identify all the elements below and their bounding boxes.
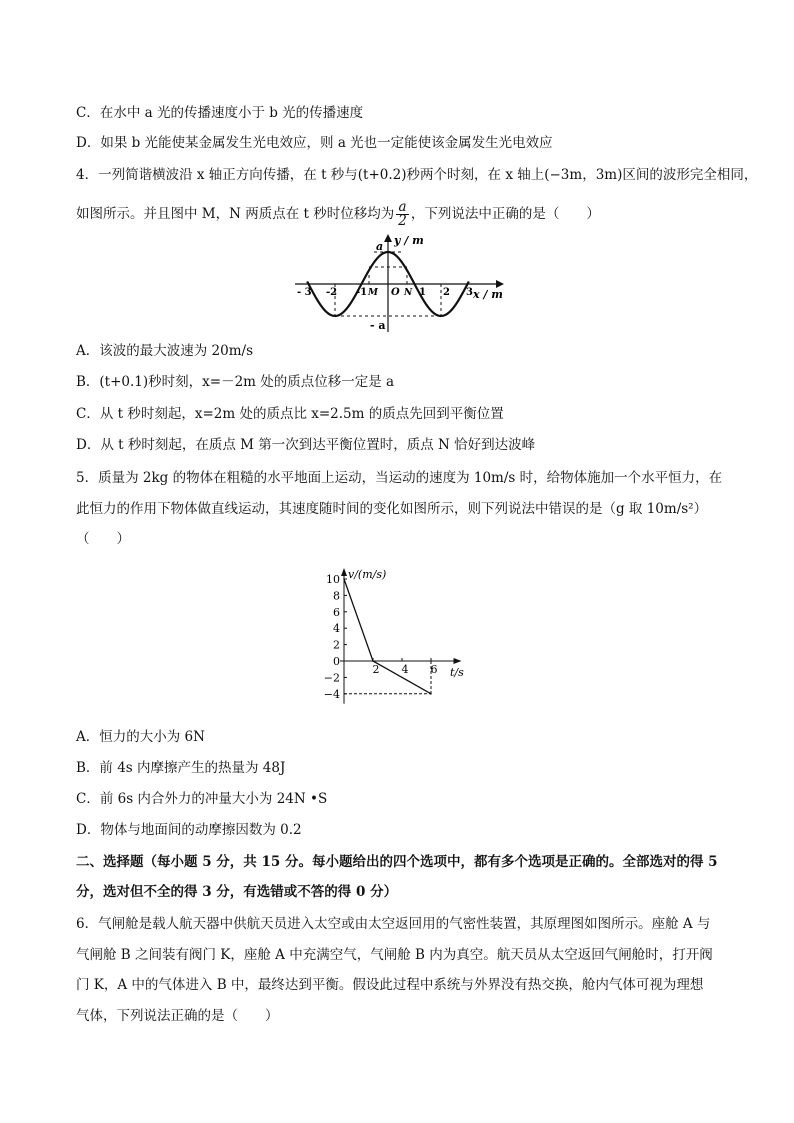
y-tick-label: 8 <box>333 589 340 603</box>
tick-M: M <box>368 288 378 298</box>
y-tick-label: 2 <box>333 638 340 652</box>
y-axis-arrow <box>341 568 347 576</box>
chart-ylabel: v/(m/s) <box>348 568 387 581</box>
x-axis-label: x / m <box>473 288 503 301</box>
q5-option-d: D．物体与地面间的动摩擦因数为 0.2 <box>76 822 302 838</box>
tick-neg2: -2 <box>326 287 338 298</box>
q6-stem-line4: 气体，下列说法正确的是（ ） <box>76 1008 279 1024</box>
fraction-denominator: 2 <box>398 213 407 229</box>
q3-option-d: D．如果 b 光能使某金属发生光电效应，则 a 光也一定能使该金属发生光电效应 <box>76 135 553 151</box>
y-tick-label: 0 <box>333 655 340 668</box>
fraction-numerator: a <box>396 201 409 215</box>
y-axis-label: y / m <box>394 234 424 247</box>
section2-heading-line2: 分，选对但不全的得 3 分，有选错或不答的得 0 分） <box>76 884 398 900</box>
velocity-time-chart <box>320 564 470 704</box>
x-tick-label: 6 <box>430 663 438 676</box>
q6-stem-line1: 6．气闸舱是载人航天器中供航天员进入太空或由太空返回用的气密性装置，其原理图如图所示。座舱 A 与 <box>76 916 711 932</box>
q4-option-a: A．该波的最大波速为 20m/s <box>76 343 253 359</box>
y-tick-label: 10 <box>326 573 340 586</box>
amplitude-bottom-label: - a <box>370 319 386 332</box>
q5-option-c: C．前 6s 内合外力的冲量大小为 24N •S <box>76 791 328 807</box>
tick-O: O <box>391 287 400 298</box>
x-axis-arrow <box>454 658 462 664</box>
y-tick-label: 4 <box>333 622 340 636</box>
y-tick-label: 6 <box>333 605 340 619</box>
a-over-2-fraction <box>396 201 409 228</box>
amplitude-top-label: a <box>376 240 384 253</box>
q3-option-c: C．在水中 a 光的传播速度小于 b 光的传播速度 <box>76 105 364 121</box>
q5-stem-line3: （ ） <box>76 531 130 547</box>
chart-xlabel: t/s <box>450 666 464 679</box>
q4-option-c: C．从 t 秒时刻起，x=2m 处的质点比 x=2.5m 的质点先回到平衡位置 <box>76 406 504 422</box>
data-point <box>430 693 432 695</box>
velocity-line <box>344 579 431 694</box>
q4-stem-text-a: 如图所示。并且图中 M，N 两质点在 t 秒时位移均为 <box>76 206 395 222</box>
data-point <box>343 578 345 580</box>
q4-option-b: B．(t+0.1)秒时刻，x=－2m 处的质点位移一定是 a <box>76 374 395 390</box>
wave-figure <box>290 232 520 337</box>
tick-N: N <box>404 288 413 298</box>
q5-option-a: A．恒力的大小为 6N <box>76 729 205 745</box>
q4-stem-text-b: ，下列说法中正确的是（ ） <box>410 206 600 222</box>
tick-1: 1 <box>419 287 426 298</box>
x-tick-label: 4 <box>401 663 409 676</box>
y-tick-label: −4 <box>323 687 340 701</box>
q5-stem-line1: 5．质量为 2kg 的物体在粗糙的水平地面上运动，当运动的速度为 10m/s 时，给物体施加一个水平恒力，在 <box>76 470 723 486</box>
q6-stem-line2: 气闸舱 B 之间装有阀门 K，座舱 A 中充满空气，气闸舱 B 内为真空。航天员从太空返回气闸舱时，打开阀 <box>76 947 713 963</box>
q4-option-d: D．从 t 秒时刻起，在质点 M 第一次到达平衡位置时，质点 N 恰好到达波峰 <box>76 437 536 453</box>
x-tick-label: 2 <box>372 663 380 676</box>
tick-neg1: -1 <box>356 287 368 298</box>
data-point <box>372 660 374 662</box>
section2-heading-line1: 二、选择题（每小题 5 分，共 15 分。每小题给出的四个选项中，都有多个选项是正确的。全部选对的得 5 <box>76 854 718 870</box>
q4-stem-line1: 4．一列简谐横波沿 x 轴正方向传播，在 t 秒与(t+0.2)秒两个时刻，在 x 轴上(−3m，3m)区间的波形完全相同， <box>76 167 758 183</box>
tick-2: 2 <box>443 287 450 298</box>
tick-3: 3 <box>466 287 473 298</box>
y-tick-label: −2 <box>323 671 340 685</box>
tick-neg3: - 3 <box>297 287 312 298</box>
q5-stem-line2: 此恒力的作用下物体做直线运动，其速度随时间的变化如图所示，则下列说法中错误的是（g 取 10m/s²） <box>76 501 708 517</box>
q4-stem-line2 <box>76 200 600 228</box>
q6-stem-line3: 门 K，A 中的气体进入 B 中，最终达到平衡。假设此过程中系统与外界没有热交换，舱内气体可视为理想 <box>76 977 704 993</box>
q5-option-b: B．前 4s 内摩擦产生的热量为 48J <box>76 760 286 776</box>
